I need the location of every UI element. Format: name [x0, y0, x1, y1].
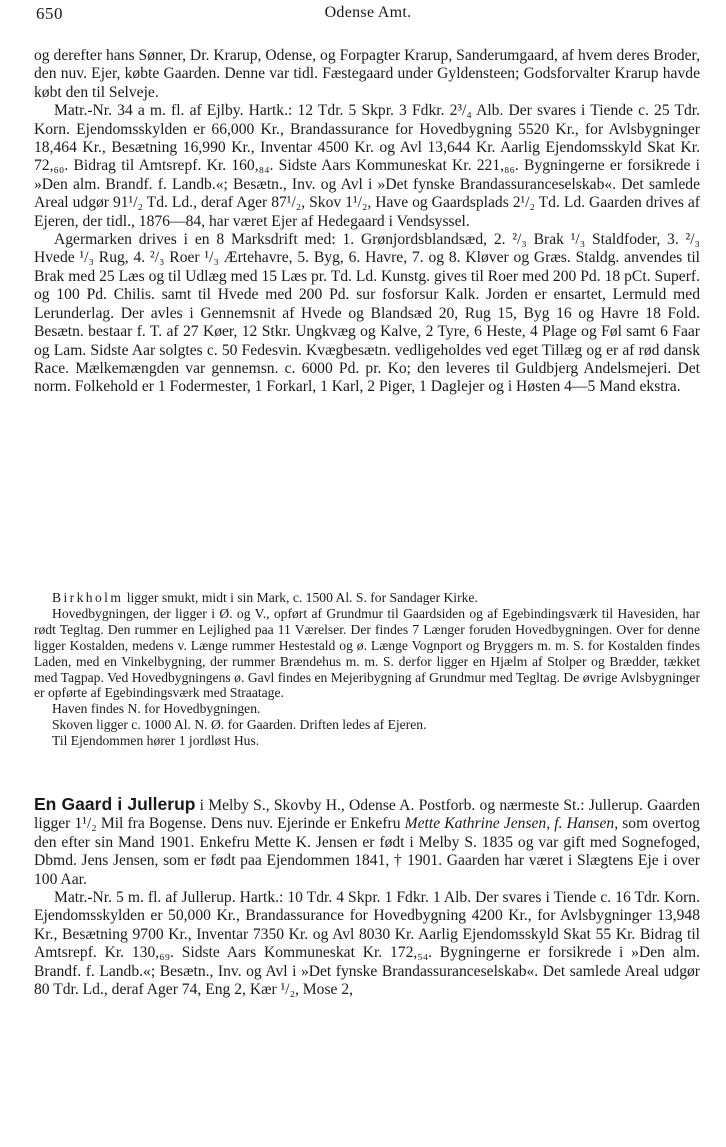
paragraph: Matr.-Nr. 34 a m. fl. af Ejlby. Hartk.: 12 Tdr. 5 Skpr. 3 Fdkr. 2³/₄ Alb. Der svares i Tiende c. 25 Tdr. Korn. Ejendomsskylden er 66,000 Kr., Brandassurance for Hovedbygning 5520 Kr., for Avlsbygninger 18,464 Kr., Besætning 16,990 Kr., Inventar 4500 Kr. og Avl 13,644 Kr. Aarlig Ejendomsskyld Skat Kr. 72,₆₀. Bidrag til Amtsrepf. Kr. 160,₈₄. Sidste Aars Kommuneskat Kr. 221,₈₆. Bygningerne er forsikrede i »Den alm. Brandf. f. Landb.«; Besætn., Inv. og Avl i »Det fynske Brandassuranceselskab«. Det samlede Areal udgør 91¹/₂ Td. Ld., deraf Ager 87¹/₂, Skov 1¹/₂, Have og Gaardsplads 2¹/₂ Td. Ld. Gaarden drives af Ejeren, der tidl., 1876—84, har været Ejer af Hedegaard i Vendsyssel. — [34, 102, 700, 230]
paragraph: Til Ejendommen hører 1 jordløst Hus. — [52, 733, 260, 749]
paragraph-text: i Melby S., Skovby H., Odense A. Postforb. og nærmeste St.: Jullerup. Gaarden ligger 1¹/₂ Mil fra Bogense. Dens nuv. Ejerinde er Enkefru — [34, 797, 700, 833]
paragraph: Hovedbygningen, der ligger i Ø. og V., opført af Grundmur til Gaardsiden og af Egebindingsværk til Havesiden, har rødt Tegltag. Den rummer en Lejlighed paa 11 Værelser. Der findes 7 Længer foruden Hovedbygningen. Over for denne ligger Kostalden, medens v. Længe rummer Hestestald og ø. Længe Vognport og Bryggers m. m. S. for Kostalden findes Laden, med en Vinkelbygning, der rummer Brændehus m. m. S. derfor ligger en Hjælm af Stolper og Brædder, tækket med Tagpap. Ved Hovedbygningens ø. Gavl findes en Mejeribygning af Grundmur med Tegltag. De øvrige Avlsbygninger er opførte af Egebindingsværk med Straatage. — [34, 605, 700, 701]
owner-name: Mette Kathrine Jensen, f. Hansen, — [404, 815, 619, 833]
paragraph-text: som overtog den efter sin Mand 1901. Enkefru Mette K. Jensen er født i Melby S. 1835 og var gift med Sognefoged, Dbmd. Jens Jensen, som er født paa Ejendommen 1841, † 1901. Gaarden har været i Slægtens Eje i over 100 Aar. — [34, 815, 700, 888]
paragraph: Haven findes N. for Hovedbygningen. — [52, 701, 261, 717]
paragraph: Matr.-Nr. 5 m. fl. af Jullerup. Hartk.: 10 Tdr. 4 Skpr. 1 Fdkr. 1 Alb. Der svares i Tiende c. 16 Tdr. Korn. Ejendomsskylden er 50,000 Kr., Brandassurance for Hovedbygning 4200 Kr., for Avlsbygninger 13,948 Kr., Besætning 9700 Kr., Inventar 7350 Kr. og Avl 8030 Kr. Aarlig Ejendomsskyld Skat 55 Kr. Bidrag til Amtsrepf. Kr. 130,₆₉. Sidste Aars Kommuneskat Kr. 172,₅₄. Bygningerne er forsikrede i »Den alm. Brandf. f. Landb.«; Besætn., Inv. og Avl i »Det fynske Brandassuranceselskab«. Det samlede Areal udgør 80 Tdr. Ld., deraf Ager 74, Eng 2, Kær ¹/₂, Mose 2, — [34, 889, 700, 999]
paragraph — [34, 590, 700, 606]
paragraph-text: ligger smukt, midt i sin Mark, c. 1500 Al. S. for Sandager Kirke. — [123, 590, 478, 605]
page-header — [36, 4, 700, 28]
paragraph: og derefter hans Sønner, Dr. Krarup, Odense, og Forpagter Krarup, Sanderumgaard, af hvem deres Broder, den nuv. Ejer, købte Gaarden. Denne var tidl. Fæstegaard under Gyldensteen; Godsforvalter Krarup havde købt den til Selveje. — [34, 47, 700, 101]
birkholm-description — [34, 590, 700, 749]
paragraph — [34, 795, 700, 889]
entry-heading: En Gaard i Jullerup — [34, 794, 196, 814]
jullerup-farm-entry — [34, 795, 700, 999]
page-number: 650 — [36, 4, 63, 23]
farm-entry-continuation — [34, 47, 700, 397]
paragraph: Agermarken drives i en 8 Marksdrift med: 1. Grønjordsblandsæd, 2. ²/₃ Brak ¹/₃ Staldfoder, 3. ²/₃ Hvede ¹/₃ Rug, 4. ²/₃ Roer ¹/₃ Ærtehavre, 5. Byg, 6. Havre, 7. og 8. Kløver og Græs. Staldg. anvendes til Brak med 25 Læs og til Udlæg med 15 Læs pr. Td. Ld. Kunstg. gives til Roer med 200 Pd. 18 pCt. Superf. og 100 Pd. Chilis. samt til Hvede med 200 Pd. sur fosforsur Kalk. Jorden er ensartet, Lermuld med Lerunderlag. Der avles i Gennemsnit af Hvede og Blandsæd 20, Rug 15, Byg 16 og Havre 18 Fold. Besætn. bestaar f. T. af 27 Køer, 12 Stkr. Ungkvæg og Kalve, 2 Tyre, 6 Heste, 4 Plage og Føl samt 6 Faar og Lam. Sidste Aar solgtes c. 50 Fedesvin. Kvægbesætn. vedligeholdes ved eget Tillæg og er af rød dansk Race. Mælkemængden var gennemsn. c. 6000 Pd. pr. Ko; den leveres til Guldbjerg Andelsmejeri. Det norm. Folkehold er 1 Fodermester, 1 Forkarl, 1 Karl, 2 Piger, 1 Daglejer og i Høsten 4—5 Mand ekstra. — [34, 231, 700, 396]
running-title: Odense Amt. — [324, 4, 412, 21]
paragraph: Skoven ligger c. 1000 Al. N. Ø. for Gaarden. Driften ledes af Ejeren. — [52, 717, 427, 733]
place-name: Birkholm — [52, 590, 124, 605]
